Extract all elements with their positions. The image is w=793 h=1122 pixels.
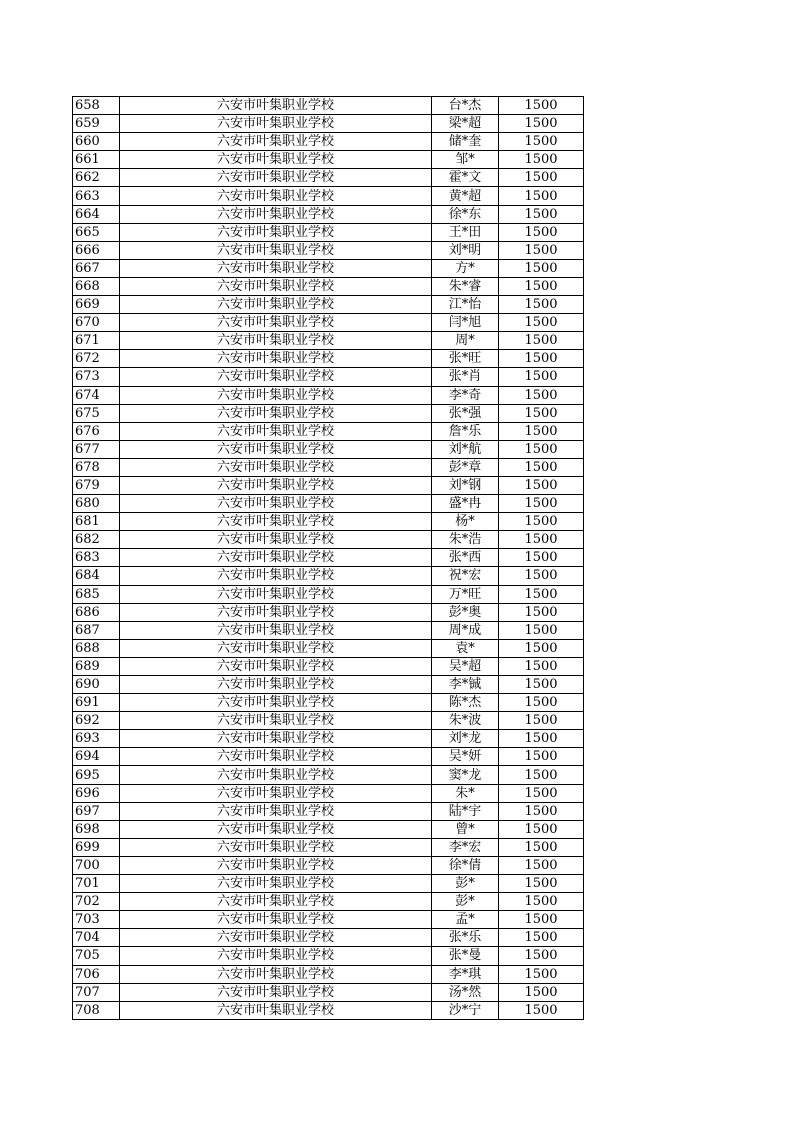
table-row — [73, 1001, 584, 1019]
student-name-cell: 袁* — [432, 639, 499, 657]
student-name-cell: 黄*超 — [432, 187, 499, 205]
school-name-cell: 六安市叶集职业学校 — [120, 404, 432, 422]
row-number-cell: 701 — [73, 875, 120, 893]
amount-cell: 1500 — [499, 259, 584, 277]
table-row — [73, 404, 584, 422]
student-name-cell: 朱*睿 — [432, 277, 499, 295]
school-name-cell: 六安市叶集职业学校 — [120, 730, 432, 748]
table-row — [73, 712, 584, 730]
amount-cell: 1500 — [499, 97, 584, 115]
school-name-cell: 六安市叶集职业学校 — [120, 476, 432, 494]
row-number-cell: 666 — [73, 241, 120, 259]
table-row — [73, 947, 584, 965]
row-number-cell: 671 — [73, 332, 120, 350]
school-name-cell: 六安市叶集职业学校 — [120, 440, 432, 458]
student-name-cell: 储*奎 — [432, 133, 499, 151]
table-row — [73, 332, 584, 350]
row-number-cell: 670 — [73, 314, 120, 332]
school-name-cell: 六安市叶集职业学校 — [120, 567, 432, 585]
row-number-cell: 682 — [73, 531, 120, 549]
row-number-cell: 658 — [73, 97, 120, 115]
student-name-cell: 曾* — [432, 820, 499, 838]
school-name-cell: 六安市叶集职业学校 — [120, 820, 432, 838]
student-name-cell: 刘*龙 — [432, 730, 499, 748]
amount-cell: 1500 — [499, 856, 584, 874]
amount-cell: 1500 — [499, 169, 584, 187]
table-row — [73, 784, 584, 802]
school-name-cell: 六安市叶集职业学校 — [120, 802, 432, 820]
school-name-cell: 六安市叶集职业学校 — [120, 784, 432, 802]
student-name-cell: 霍*文 — [432, 169, 499, 187]
amount-cell: 1500 — [499, 368, 584, 386]
student-name-cell: 彭*章 — [432, 458, 499, 476]
amount-cell: 1500 — [499, 983, 584, 1001]
table-row — [73, 766, 584, 784]
amount-cell: 1500 — [499, 694, 584, 712]
school-name-cell: 六安市叶集职业学校 — [120, 422, 432, 440]
row-number-cell: 661 — [73, 151, 120, 169]
school-name-cell: 六安市叶集职业学校 — [120, 1001, 432, 1019]
school-name-cell: 六安市叶集职业学校 — [120, 332, 432, 350]
row-number-cell: 691 — [73, 694, 120, 712]
student-name-cell: 张*旺 — [432, 350, 499, 368]
school-name-cell: 六安市叶集职业学校 — [120, 585, 432, 603]
school-name-cell: 六安市叶集职业学校 — [120, 259, 432, 277]
amount-cell: 1500 — [499, 766, 584, 784]
student-name-cell: 周* — [432, 332, 499, 350]
school-name-cell: 六安市叶集职业学校 — [120, 911, 432, 929]
school-name-cell: 六安市叶集职业学校 — [120, 531, 432, 549]
table-row — [73, 549, 584, 567]
school-name-cell: 六安市叶集职业学校 — [120, 748, 432, 766]
row-number-cell: 698 — [73, 820, 120, 838]
amount-cell: 1500 — [499, 223, 584, 241]
row-number-cell: 687 — [73, 621, 120, 639]
row-number-cell: 693 — [73, 730, 120, 748]
row-number-cell: 667 — [73, 259, 120, 277]
student-name-cell: 祝*宏 — [432, 567, 499, 585]
student-name-cell: 台*杰 — [432, 97, 499, 115]
school-name-cell: 六安市叶集职业学校 — [120, 838, 432, 856]
table-row — [73, 151, 584, 169]
school-name-cell: 六安市叶集职业学校 — [120, 893, 432, 911]
row-number-cell: 674 — [73, 386, 120, 404]
row-number-cell: 708 — [73, 1001, 120, 1019]
student-name-cell: 陆*宇 — [432, 802, 499, 820]
amount-cell: 1500 — [499, 296, 584, 314]
row-number-cell: 707 — [73, 983, 120, 1001]
table-row — [73, 621, 584, 639]
school-name-cell: 六安市叶集职业学校 — [120, 965, 432, 983]
student-name-cell: 彭* — [432, 893, 499, 911]
amount-cell: 1500 — [499, 947, 584, 965]
amount-cell: 1500 — [499, 838, 584, 856]
table-row — [73, 495, 584, 513]
student-name-cell: 万*旺 — [432, 585, 499, 603]
row-number-cell: 697 — [73, 802, 120, 820]
school-name-cell: 六安市叶集职业学校 — [120, 603, 432, 621]
student-name-cell: 刘*航 — [432, 440, 499, 458]
row-number-cell: 686 — [73, 603, 120, 621]
row-number-cell: 688 — [73, 639, 120, 657]
amount-cell: 1500 — [499, 205, 584, 223]
table-row — [73, 748, 584, 766]
row-number-cell: 665 — [73, 223, 120, 241]
school-name-cell: 六安市叶集职业学校 — [120, 712, 432, 730]
student-name-cell: 孟* — [432, 911, 499, 929]
table-row — [73, 187, 584, 205]
amount-cell: 1500 — [499, 676, 584, 694]
table-row — [73, 893, 584, 911]
student-name-cell: 詹*乐 — [432, 422, 499, 440]
school-name-cell: 六安市叶集职业学校 — [120, 657, 432, 675]
school-name-cell: 六安市叶集职业学校 — [120, 549, 432, 567]
student-name-cell: 王*田 — [432, 223, 499, 241]
table-row — [73, 730, 584, 748]
row-number-cell: 689 — [73, 657, 120, 675]
row-number-cell: 675 — [73, 404, 120, 422]
amount-cell: 1500 — [499, 730, 584, 748]
table-row — [73, 133, 584, 151]
school-name-cell: 六安市叶集职业学校 — [120, 314, 432, 332]
row-number-cell: 702 — [73, 893, 120, 911]
row-number-cell: 683 — [73, 549, 120, 567]
student-name-cell: 朱*浩 — [432, 531, 499, 549]
school-name-cell: 六安市叶集职业学校 — [120, 151, 432, 169]
table-row — [73, 205, 584, 223]
amount-cell: 1500 — [499, 314, 584, 332]
row-number-cell: 673 — [73, 368, 120, 386]
table-row — [73, 856, 584, 874]
student-name-cell: 张*强 — [432, 404, 499, 422]
amount-cell: 1500 — [499, 277, 584, 295]
student-name-cell: 方* — [432, 259, 499, 277]
amount-cell: 1500 — [499, 657, 584, 675]
amount-cell: 1500 — [499, 332, 584, 350]
table-row — [73, 458, 584, 476]
student-name-cell: 闫*旭 — [432, 314, 499, 332]
amount-cell: 1500 — [499, 458, 584, 476]
school-name-cell: 六安市叶集职业学校 — [120, 97, 432, 115]
student-name-cell: 彭* — [432, 875, 499, 893]
student-name-cell: 张*曼 — [432, 947, 499, 965]
amount-cell: 1500 — [499, 567, 584, 585]
school-name-cell: 六安市叶集职业学校 — [120, 856, 432, 874]
amount-cell: 1500 — [499, 784, 584, 802]
amount-cell: 1500 — [499, 893, 584, 911]
row-number-cell: 692 — [73, 712, 120, 730]
amount-cell: 1500 — [499, 875, 584, 893]
student-name-cell: 盛*冉 — [432, 495, 499, 513]
amount-cell: 1500 — [499, 513, 584, 531]
amount-cell: 1500 — [499, 929, 584, 947]
row-number-cell: 704 — [73, 929, 120, 947]
row-number-cell: 678 — [73, 458, 120, 476]
row-number-cell: 672 — [73, 350, 120, 368]
school-name-cell: 六安市叶集职业学校 — [120, 169, 432, 187]
school-name-cell: 六安市叶集职业学校 — [120, 368, 432, 386]
school-name-cell: 六安市叶集职业学校 — [120, 277, 432, 295]
table-row — [73, 422, 584, 440]
amount-cell: 1500 — [499, 241, 584, 259]
student-name-cell: 李*铖 — [432, 676, 499, 694]
school-name-cell: 六安市叶集职业学校 — [120, 875, 432, 893]
table-row — [73, 585, 584, 603]
student-name-cell: 徐*倩 — [432, 856, 499, 874]
table-row — [73, 965, 584, 983]
student-name-cell: 吴*超 — [432, 657, 499, 675]
school-name-cell: 六安市叶集职业学校 — [120, 676, 432, 694]
student-name-cell: 朱* — [432, 784, 499, 802]
table-row — [73, 911, 584, 929]
table-row — [73, 875, 584, 893]
row-number-cell: 705 — [73, 947, 120, 965]
table-row — [73, 169, 584, 187]
amount-cell: 1500 — [499, 1001, 584, 1019]
student-name-cell: 张*乐 — [432, 929, 499, 947]
table-row — [73, 386, 584, 404]
table-row — [73, 929, 584, 947]
row-number-cell: 696 — [73, 784, 120, 802]
amount-cell: 1500 — [499, 115, 584, 133]
student-name-cell: 吴*妍 — [432, 748, 499, 766]
amount-cell: 1500 — [499, 476, 584, 494]
table-row — [73, 115, 584, 133]
table-row — [73, 567, 584, 585]
school-name-cell: 六安市叶集职业学校 — [120, 947, 432, 965]
row-number-cell: 690 — [73, 676, 120, 694]
table-row — [73, 639, 584, 657]
amount-cell: 1500 — [499, 422, 584, 440]
school-name-cell: 六安市叶集职业学校 — [120, 205, 432, 223]
table-row — [73, 277, 584, 295]
table-row — [73, 476, 584, 494]
table-row — [73, 531, 584, 549]
school-name-cell: 六安市叶集职业学校 — [120, 296, 432, 314]
school-name-cell: 六安市叶集职业学校 — [120, 223, 432, 241]
table-row — [73, 296, 584, 314]
school-name-cell: 六安市叶集职业学校 — [120, 386, 432, 404]
table-row — [73, 694, 584, 712]
amount-cell: 1500 — [499, 802, 584, 820]
table-body — [73, 97, 584, 1020]
student-name-cell: 邹* — [432, 151, 499, 169]
row-number-cell: 681 — [73, 513, 120, 531]
amount-cell: 1500 — [499, 531, 584, 549]
school-name-cell: 六安市叶集职业学校 — [120, 929, 432, 947]
student-name-cell: 刘*明 — [432, 241, 499, 259]
table-row — [73, 657, 584, 675]
school-name-cell: 六安市叶集职业学校 — [120, 115, 432, 133]
amount-cell: 1500 — [499, 965, 584, 983]
amount-cell: 1500 — [499, 440, 584, 458]
student-name-cell: 江*怡 — [432, 296, 499, 314]
student-name-cell: 李*琪 — [432, 965, 499, 983]
amount-cell: 1500 — [499, 495, 584, 513]
amount-cell: 1500 — [499, 621, 584, 639]
row-number-cell: 684 — [73, 567, 120, 585]
school-name-cell: 六安市叶集职业学校 — [120, 495, 432, 513]
student-name-cell: 李*宏 — [432, 838, 499, 856]
row-number-cell: 700 — [73, 856, 120, 874]
row-number-cell: 677 — [73, 440, 120, 458]
student-name-cell: 杨* — [432, 513, 499, 531]
amount-cell: 1500 — [499, 712, 584, 730]
table-row — [73, 820, 584, 838]
table-row — [73, 241, 584, 259]
amount-cell: 1500 — [499, 639, 584, 657]
amount-cell: 1500 — [499, 404, 584, 422]
row-number-cell: 664 — [73, 205, 120, 223]
student-name-cell: 周*成 — [432, 621, 499, 639]
student-name-cell: 徐*东 — [432, 205, 499, 223]
school-name-cell: 六安市叶集职业学校 — [120, 187, 432, 205]
school-name-cell: 六安市叶集职业学校 — [120, 458, 432, 476]
row-number-cell: 663 — [73, 187, 120, 205]
table-row — [73, 350, 584, 368]
student-name-cell: 李*奇 — [432, 386, 499, 404]
amount-cell: 1500 — [499, 187, 584, 205]
school-name-cell: 六安市叶集职业学校 — [120, 766, 432, 784]
school-name-cell: 六安市叶集职业学校 — [120, 983, 432, 1001]
school-name-cell: 六安市叶集职业学校 — [120, 513, 432, 531]
student-name-cell: 汤*然 — [432, 983, 499, 1001]
row-number-cell: 662 — [73, 169, 120, 187]
school-name-cell: 六安市叶集职业学校 — [120, 133, 432, 151]
school-name-cell: 六安市叶集职业学校 — [120, 694, 432, 712]
row-number-cell: 695 — [73, 766, 120, 784]
row-number-cell: 703 — [73, 911, 120, 929]
amount-cell: 1500 — [499, 603, 584, 621]
student-name-cell: 梁*超 — [432, 115, 499, 133]
amount-cell: 1500 — [499, 350, 584, 368]
student-name-cell: 刘*钢 — [432, 476, 499, 494]
row-number-cell: 699 — [73, 838, 120, 856]
row-number-cell: 660 — [73, 133, 120, 151]
table-row — [73, 223, 584, 241]
subsidy-table — [72, 96, 584, 1020]
student-name-cell: 彭*奥 — [432, 603, 499, 621]
amount-cell: 1500 — [499, 911, 584, 929]
student-name-cell: 陈*杰 — [432, 694, 499, 712]
table-row — [73, 603, 584, 621]
row-number-cell: 706 — [73, 965, 120, 983]
table-row — [73, 838, 584, 856]
school-name-cell: 六安市叶集职业学校 — [120, 639, 432, 657]
table-row — [73, 983, 584, 1001]
amount-cell: 1500 — [499, 151, 584, 169]
row-number-cell: 659 — [73, 115, 120, 133]
student-name-cell: 沙*宁 — [432, 1001, 499, 1019]
school-name-cell: 六安市叶集职业学校 — [120, 241, 432, 259]
table-row — [73, 802, 584, 820]
table-row — [73, 314, 584, 332]
student-name-cell: 窦*龙 — [432, 766, 499, 784]
row-number-cell: 679 — [73, 476, 120, 494]
amount-cell: 1500 — [499, 133, 584, 151]
table-row — [73, 368, 584, 386]
student-name-cell: 朱*波 — [432, 712, 499, 730]
row-number-cell: 685 — [73, 585, 120, 603]
table-row — [73, 259, 584, 277]
row-number-cell: 668 — [73, 277, 120, 295]
table-row — [73, 513, 584, 531]
amount-cell: 1500 — [499, 585, 584, 603]
student-name-cell: 张*肖 — [432, 368, 499, 386]
row-number-cell: 680 — [73, 495, 120, 513]
table-row — [73, 440, 584, 458]
amount-cell: 1500 — [499, 549, 584, 567]
row-number-cell: 669 — [73, 296, 120, 314]
row-number-cell: 676 — [73, 422, 120, 440]
table-row — [73, 676, 584, 694]
school-name-cell: 六安市叶集职业学校 — [120, 621, 432, 639]
school-name-cell: 六安市叶集职业学校 — [120, 350, 432, 368]
amount-cell: 1500 — [499, 386, 584, 404]
row-number-cell: 694 — [73, 748, 120, 766]
amount-cell: 1500 — [499, 748, 584, 766]
amount-cell: 1500 — [499, 820, 584, 838]
table-row — [73, 97, 584, 115]
student-name-cell: 张*西 — [432, 549, 499, 567]
